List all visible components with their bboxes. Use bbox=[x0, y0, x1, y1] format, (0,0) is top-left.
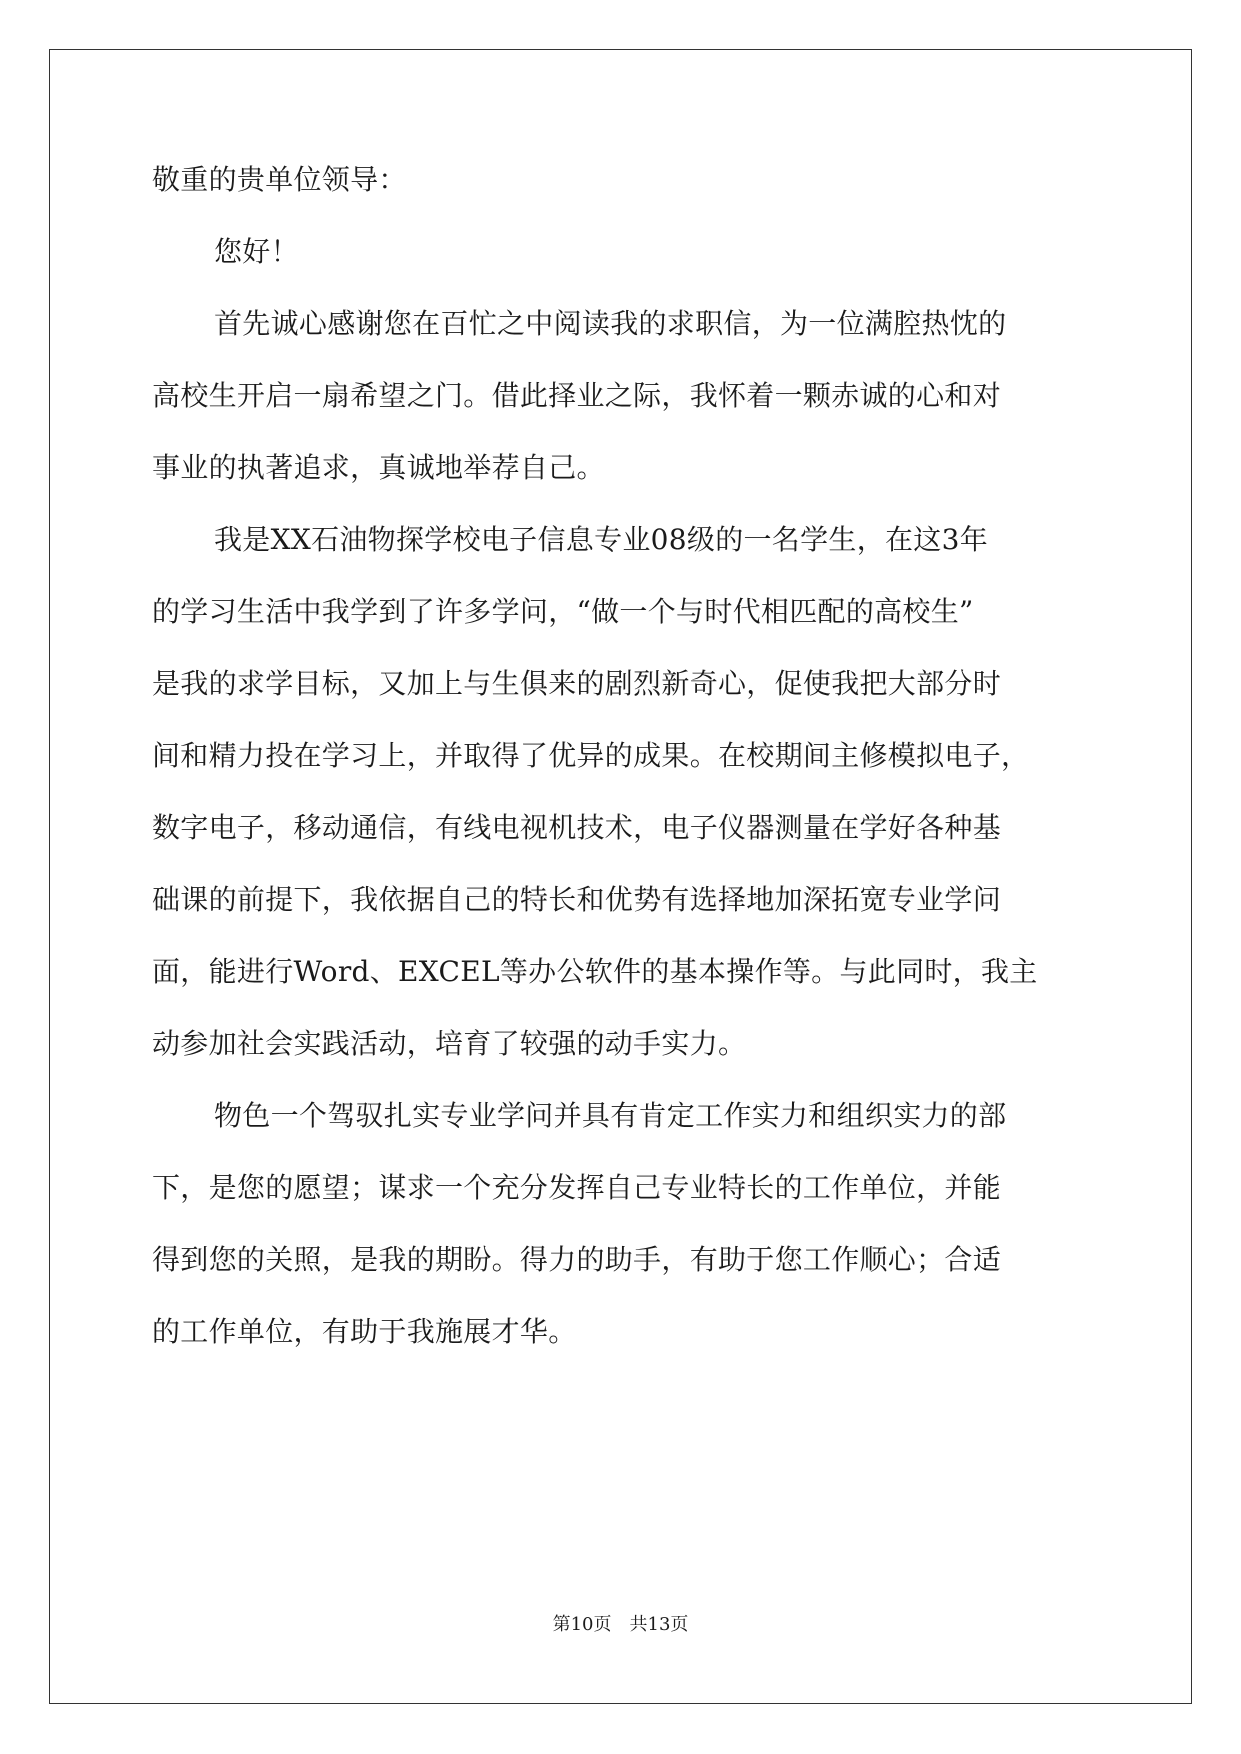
paragraph-line: 面，能进行Word、EXCEL等办公软件的基本操作等。与此同时，我主 bbox=[152, 955, 1038, 988]
paragraph-line: 得到您的关照，是我的期盼。得力的助手，有助于您工作顺心；合适 bbox=[152, 1243, 1002, 1276]
paragraph-line: 是我的求学目标，又加上与生俱来的剧烈新奇心，促使我把大部分时 bbox=[152, 667, 1002, 700]
page-footer bbox=[0, 1613, 1241, 1637]
greeting: 您好！ bbox=[214, 235, 299, 268]
page-total: 共13页 bbox=[629, 1614, 689, 1635]
paragraph-line: 础课的前提下，我依据自己的特长和优势有选择地加深拓宽专业学问 bbox=[152, 883, 1002, 916]
paragraph-line: 间和精力投在学习上，并取得了优异的成果。在校期间主修模拟电子， bbox=[152, 739, 1030, 772]
paragraph-line: 数字电子，移动通信，有线电视机技术，电子仪器测量在学好各种基 bbox=[152, 811, 1002, 844]
paragraph-line: 我是XX石油物探学校电子信息专业08级的一名学生，在这3年 bbox=[214, 523, 989, 556]
paragraph-line: 事业的执著追求，真诚地举荐自己。 bbox=[152, 451, 605, 484]
paragraph-line: 高校生开启一扇希望之门。借此择业之际，我怀着一颗赤诚的心和对 bbox=[152, 379, 1002, 412]
paragraph-line: 的工作单位，有助于我施展才华。 bbox=[152, 1315, 577, 1348]
paragraph-line: 物色一个驾驭扎实专业学问并具有肯定工作实力和组织实力的部 bbox=[214, 1099, 1007, 1132]
paragraph-line: 动参加社会实践活动，培育了较强的动手实力。 bbox=[152, 1027, 747, 1060]
paragraph-line: 首先诚心感谢您在百忙之中阅读我的求职信，为一位满腔热忱的 bbox=[214, 307, 1007, 340]
paragraph-line: 下，是您的愿望；谋求一个充分发挥自己专业特长的工作单位，并能 bbox=[152, 1171, 1002, 1204]
paragraph-line: 的学习生活中我学到了许多学问，“做一个与时代相匹配的高校生” bbox=[152, 595, 974, 628]
page-border bbox=[49, 49, 1192, 1704]
page-number: 第10页 bbox=[552, 1614, 612, 1635]
salutation: 敬重的贵单位领导： bbox=[152, 163, 407, 196]
